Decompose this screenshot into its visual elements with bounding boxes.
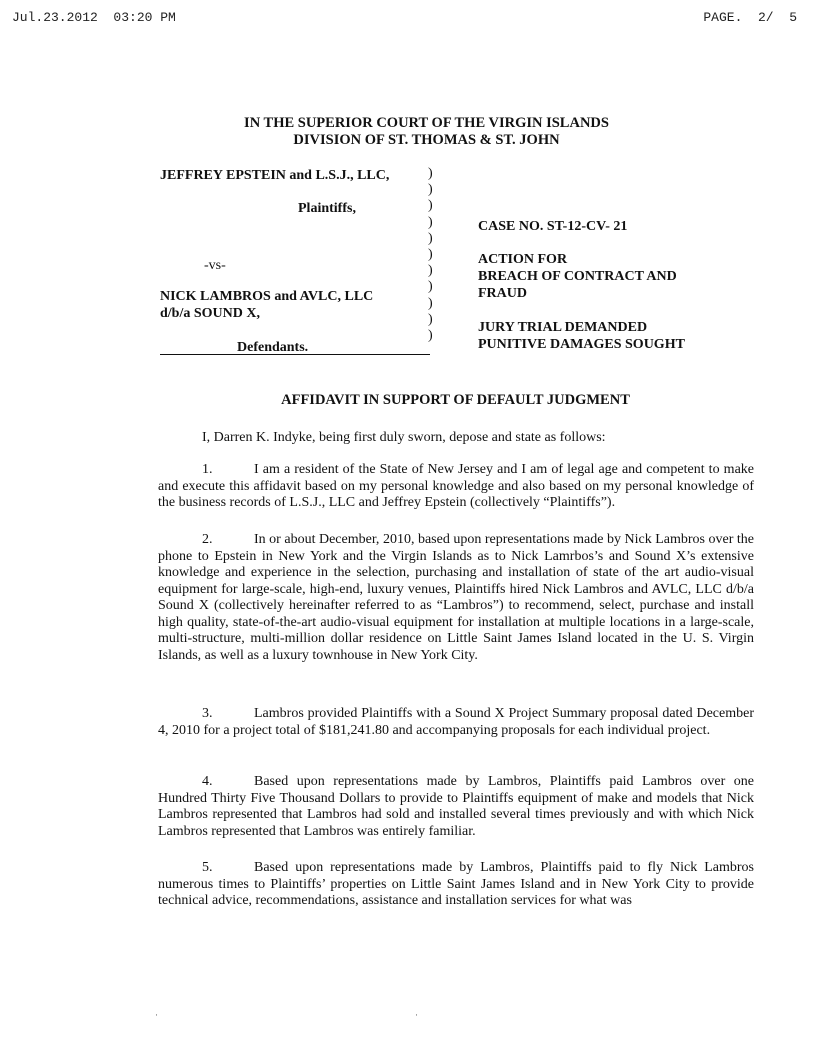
versus-label: -vs- [204, 258, 226, 273]
paragraph-number: 2. [202, 532, 213, 547]
action-line-2: BREACH OF CONTRACT AND [478, 269, 677, 284]
caption-case-details [478, 218, 685, 353]
paragraph-number: 5. [202, 860, 213, 875]
court-name: IN THE SUPERIOR COURT OF THE VIRGIN ISLANDS [244, 115, 609, 131]
jury-trial-demanded: JURY TRIAL DEMANDED [478, 320, 648, 335]
paragraph-1 [158, 462, 754, 512]
court-division: DIVISION OF ST. THOMAS & ST. JOHN [293, 132, 560, 148]
paragraph-3 [158, 706, 754, 739]
paragraph-number: 1. [202, 462, 213, 477]
caption-parenthesis-column: ) ) ) ) ) ) ) ) ) ) ) [428, 166, 433, 344]
paragraph-2 [158, 532, 754, 664]
paragraph-text: In or about December, 2010, based upon representations made by Nick Lambros over the phone to Epstein in New York and the Virgin Islands as to Nick Lamrbos’s and Sound X’s extensive knowledge and experience in the selection, purchasing and installation of state of the art audio-visual equipment for large-scale, high-end, luxury venues, Plaintiffs hired Nick Lambros and AVLC, LLC d/b/a Sound X (collectively hereinafter referred to as “Lambros”) to recommend, select, purchase and install high quality, state-of-the-art audio-visual equipment for installation at multiple locations in a large-scale, multi-structure, multi-million dollar residence on Little Saint James Island located in the U. S. Virgin Islands, as well as a luxury townhouse in New York City. [158, 532, 754, 663]
affidavit-title-text: AFFIDAVIT IN SUPPORT OF DEFAULT JUDGMENT [281, 392, 630, 408]
action-line-3: FRAUD [478, 286, 527, 301]
punitive-damages-sought: PUNITIVE DAMAGES SOUGHT [478, 337, 685, 352]
paragraph-text: Based upon representations made by Lambros, Plaintiffs paid to fly Nick Lambros numerous times to Plaintiffs’ properties on Little Saint James Island and in New York City to provide technical advice, recommendations, assistance and installation services for what was [158, 860, 754, 908]
court-heading [0, 115, 815, 149]
paragraph-text: Lambros provided Plaintiffs with a Sound X Project Summary proposal dated December 4, 2010 for a project total of $181,241.80 and accompanying proposals for each individual project. [158, 706, 754, 738]
paragraph-number: 3. [202, 706, 213, 721]
defendants-line-2: d/b/a SOUND X, [160, 306, 260, 321]
paragraph-4 [158, 774, 754, 840]
paragraph-text: Based upon representations made by Lambros, Plaintiffs paid Lambros over one Hundred Thirty Five Thousand Dollars to provide to Plaintiffs equipment of make and models that Nick Lambros represented that Lambros had sold and installed several times previously and with which Nick Lambros represented that Lambros was entirely familiar. [158, 774, 754, 839]
paragraph-text: I am a resident of the State of New Jersey and I am of legal age and competent to make and execute this affidavit based on my personal knowledge and also based on my personal knowledge of the business records of L.S.J., LLC and Jeffrey Epstein (collectively “Plaintiffs”). [158, 462, 754, 510]
scan-speck: · [415, 1010, 418, 1020]
caption-divider [160, 354, 430, 355]
defendants-label: Defendants. [237, 340, 309, 355]
paragraph-number: 4. [202, 774, 213, 789]
scan-speck: · [155, 1010, 158, 1020]
case-number: CASE NO. ST-12-CV- 21 [478, 219, 628, 234]
plaintiffs-names: JEFFREY EPSTEIN and L.S.J., LLC, [160, 168, 390, 183]
action-line-1: ACTION FOR [478, 252, 568, 267]
fax-page-number: PAGE. 2/ 5 [703, 10, 797, 25]
fax-datetime: Jul.23.2012 03:20 PM [12, 10, 176, 25]
affidavit-intro: I, Darren K. Indyke, being first duly sworn, depose and state as follows: [202, 430, 606, 445]
defendants-line-1: NICK LAMBROS and AVLC, LLC [160, 289, 374, 304]
paragraph-5 [158, 860, 754, 910]
plaintiffs-label: Plaintiffs, [298, 201, 356, 216]
affidavit-title [0, 392, 815, 409]
